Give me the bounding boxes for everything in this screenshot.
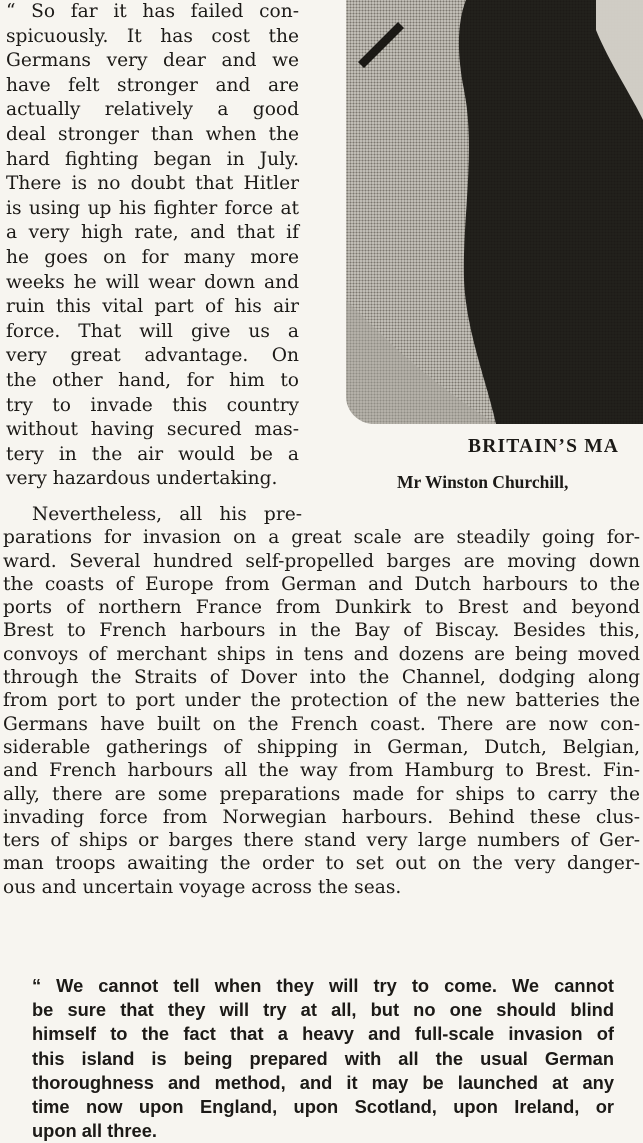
text-line: There is no doubt that Hitler	[6, 173, 299, 195]
text-line: Germans have built on the French coast. There are now con-	[3, 713, 640, 735]
quote-line: this island is being prepared with all the usual German	[32, 1047, 614, 1069]
text-line: very great advantage. On	[6, 345, 299, 367]
quote-line: thoroughness and method, and it may be launched at any	[32, 1071, 614, 1093]
text-line: through the Straits of Dover into the Channel, dodging along	[3, 667, 640, 689]
text-line: hard fighting began in July.	[6, 148, 299, 170]
text-line: weeks he will wear down and	[6, 271, 299, 293]
text-line: ward. Several hundred self-propelled barges are moving down	[3, 550, 640, 572]
body-paragraph	[3, 503, 640, 899]
text-line: actually relatively a good	[6, 99, 299, 121]
text-line: force. That will give us a	[6, 320, 299, 342]
text-line: is using up his fighter force at	[6, 197, 299, 219]
text-line: siderable gatherings of shipping in German, Dutch, Belgian,	[3, 736, 640, 758]
text-line: the other hand, for him to	[6, 369, 299, 391]
text-line: a very high rate, and that if	[6, 222, 299, 244]
photo-caption-title: BRITAIN’S MA	[468, 436, 620, 457]
text-line: have felt stronger and are	[6, 74, 299, 96]
text-line: try to invade this country	[6, 394, 299, 416]
quote-line: “ We cannot tell when they will try to come. We cannot	[32, 975, 614, 996]
text-line: very hazardous undertaking.	[6, 468, 278, 490]
text-line: “ So far it has failed con-	[6, 1, 299, 22]
text-line: man troops awaiting the order to set out on the very danger-	[3, 853, 640, 875]
quote-line: time now upon England, upon Scotland, upon Ireland, or	[32, 1095, 614, 1117]
photo-artwork	[346, 0, 643, 424]
text-line: invading force from Norwegian harbours. Behind these clus-	[3, 806, 640, 828]
text-line: ruin this vital part of his air	[6, 296, 299, 318]
text-line: and French harbours all the way from Hamburg to Brest. Fin-	[3, 760, 640, 782]
quote-line: himself to the fact that a heavy and full-scale invasion of	[32, 1023, 614, 1045]
text-line: convoys of merchant ships in tens and dozens are being moved	[3, 643, 640, 665]
photo-caption-subtitle: Mr Winston Churchill,	[397, 472, 569, 492]
photo-cigar	[358, 22, 404, 68]
text-line: spicuously. It has cost the	[6, 25, 299, 47]
text-line: without having secured mas-	[6, 419, 299, 441]
text-line: ters of ships or barges there stand very large numbers of Ger-	[3, 830, 640, 852]
text-line: deal stronger than when the	[6, 123, 299, 145]
text-line: Germans very dear and we	[6, 50, 299, 72]
quote-line: be sure that they will try at all, but no one should blind	[32, 999, 614, 1021]
churchill-photo	[346, 0, 643, 424]
text-line: parations for invasion on a great scale are steadily going for-	[3, 527, 640, 549]
text-line: ally, there are some preparations made for ships to carry the	[3, 783, 640, 805]
text-line: the coasts of Europe from German and Dutch harbours to the	[3, 573, 640, 595]
text-line: ous and uncertain voyage across the seas.	[3, 876, 402, 898]
text-line: he goes on for many more	[6, 246, 299, 268]
text-line: from port to port under the protection of the new batteries the	[3, 690, 640, 712]
quote-line: upon all three.	[32, 1120, 157, 1142]
text-line: ports of northern France from Dunkirk to Brest and beyond	[3, 597, 640, 619]
text-line: tery in the air would be a	[6, 443, 299, 465]
left-column-text	[6, 0, 299, 492]
text-line: Nevertheless, all his pre-	[32, 504, 302, 525]
text-line: Brest to French harbours in the Bay of Biscay. Besides this,	[3, 620, 640, 642]
